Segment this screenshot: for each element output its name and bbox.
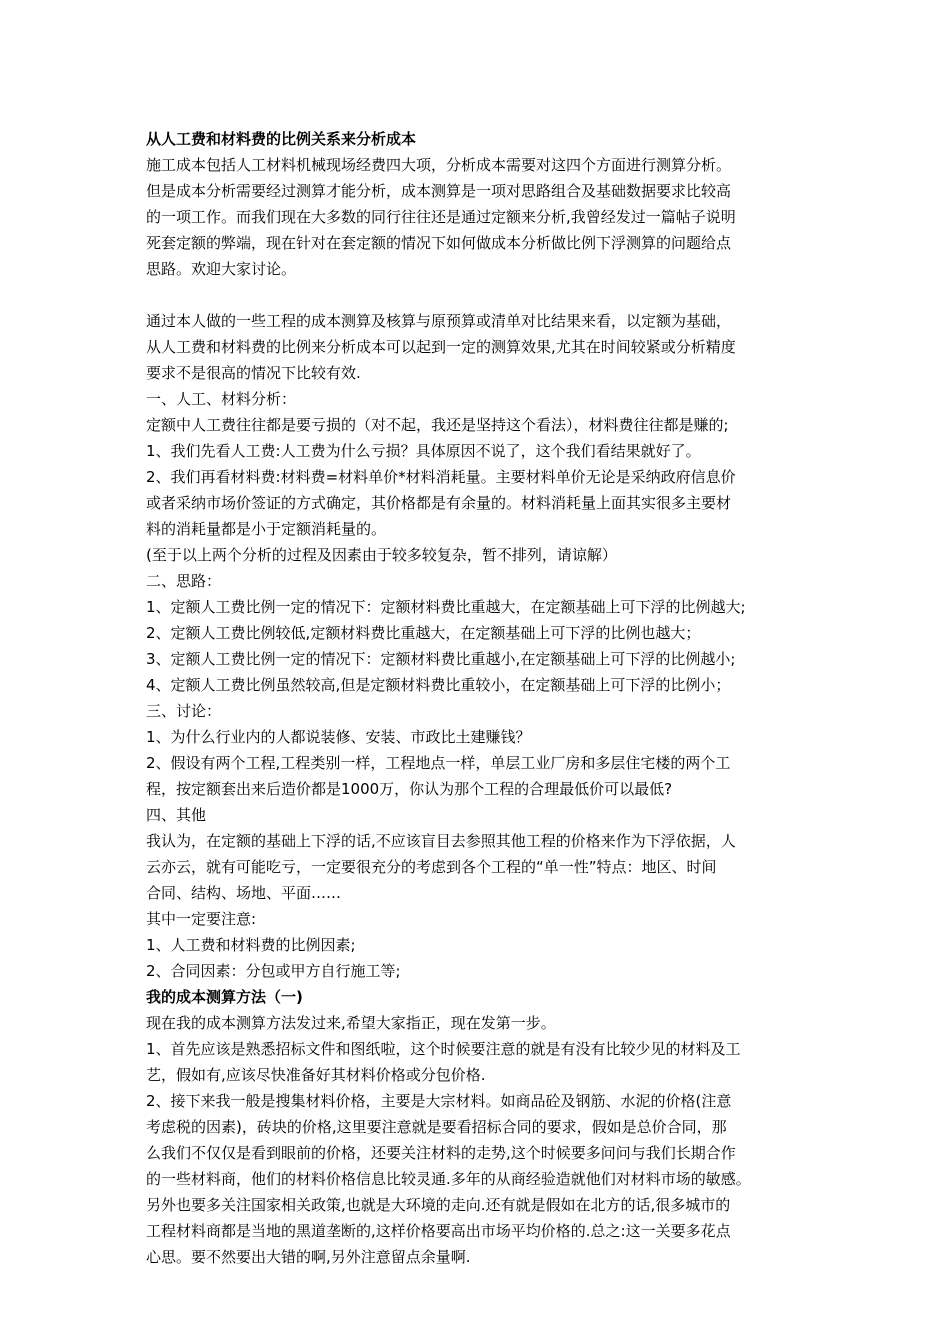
document-body xyxy=(146,126,826,1270)
text-line: 施工成本包括人工材料机械现场经费四大项，分析成本需要对这四个方面进行测算分析。 xyxy=(146,156,732,174)
text-line: 么我们不仅仅是看到眼前的价格，还要关注材料的走势,这个时候要多问问与我们长期合作 xyxy=(146,1144,736,1162)
text-line: 二、思路： xyxy=(146,572,222,590)
text-line: 定额中人工费往往都是要亏损的（对不起，我还是坚持这个看法），材料费往往都是赚的; xyxy=(146,416,729,434)
text-line: 工程材料商都是当地的黑道垄断的,这样价格要高出市场平均价格的.总之:这一关要多花点 xyxy=(146,1222,731,1240)
text-line: 另外也要多关注国家相关政策,也就是大环境的走向.还有就是假如在北方的话,很多城市的 xyxy=(146,1196,731,1214)
text-line: 我认为，在定额的基础上下浮的话,不应该盲目去参照其他工程的价格来作为下浮依据，人 xyxy=(146,832,736,850)
text-line: 死套定额的弊端，现在针对在套定额的情况下如何做成本分析做比例下浮测算的问题给点 xyxy=(146,234,732,252)
text-line: (至于以上两个分析的过程及因素由于较多较复杂，暂不排列，请谅解） xyxy=(146,546,617,564)
text-line: 要求不是很高的情况下比较有效. xyxy=(146,364,361,382)
text-line: 4、定额人工费比例虽然较高,但是定额材料费比重较小，在定额基础上可下浮的比例小； xyxy=(146,676,731,694)
text-line: 料的消耗量都是小于定额消耗量的。 xyxy=(146,520,387,538)
text-line: 四、其他 xyxy=(146,806,207,824)
text-line: 其中一定要注意: xyxy=(146,910,257,928)
text-line: 云亦云，就有可能吃亏，一定要很充分的考虑到各个工程的“单一性”特点：地区、时间 xyxy=(146,858,717,876)
text-line: 一、人工、材料分析： xyxy=(146,390,297,408)
text-line: 从人工费和材料费的比例来分析成本可以起到一定的测算效果,尤其在时间较紧或分析精度 xyxy=(146,338,736,356)
text-line: 通过本人做的一些工程的成本测算及核算与原预算或清单对比结果来看，以定额为基础， xyxy=(146,312,732,330)
text-line: 2、我们再看材料费:材料费=材料单价*材料消耗量。主要材料单价无论是采纳政府信息价 xyxy=(146,468,736,486)
section-heading: 从人工费和材料费的比例关系来分析成本 xyxy=(146,130,417,148)
text-line: 1、定额人工费比例一定的情况下：定额材料费比重越大，在定额基础上可下浮的比例越大; xyxy=(146,598,746,616)
text-line: 三、讨论： xyxy=(146,702,222,720)
text-line: 的一些材料商，他们的材料价格信息比较灵通.多年的从商经验造就他们对材料市场的敏感。 xyxy=(146,1170,751,1188)
text-line: 心思。要不然要出大错的啊,另外注意留点余量啊. xyxy=(146,1248,471,1266)
text-line: 合同、结构、场地、平面…… xyxy=(146,884,342,902)
text-line: 2、假设有两个工程,工程类别一样，工程地点一样，单层工业厂房和多层住宅楼的两个工 xyxy=(146,754,731,772)
text-line: 的一项工作。而我们现在大多数的同行往往还是通过定额来分析,我曾经发过一篇帖子说明 xyxy=(146,208,736,226)
text-line: 但是成本分析需要经过测算才能分析，成本测算是一项对思路组合及基础数据要求比较高 xyxy=(146,182,732,200)
text-line: 2、定额人工费比例较低,定额材料费比重越大，在定额基础上可下浮的比例也越大； xyxy=(146,624,701,642)
text-line: 2、接下来我一般是搜集材料价格，主要是大宗材料。如商品砼及钢筋、水泥的价格(注意 xyxy=(146,1092,732,1110)
text-line: 或者采纳市场价签证的方式确定，其价格都是有余量的。材料消耗量上面其实很多主要材 xyxy=(146,494,732,512)
text-line: 2、合同因素：分包或甲方自行施工等; xyxy=(146,962,401,980)
section-heading: 我的成本测算方法（一) xyxy=(146,988,303,1006)
blank-line xyxy=(146,282,826,308)
text-line: 1、我们先看人工费:人工费为什么亏损？具体原因不说了，这个我们看结果就好了。 xyxy=(146,442,701,460)
text-line: 考虑税的因素)，砖块的价格,这里要注意就是要看招标合同的要求，假如是总价合同，那 xyxy=(146,1118,727,1136)
text-line: 思路。欢迎大家讨论。 xyxy=(146,260,297,278)
text-line: 1、人工费和材料费的比例因素; xyxy=(146,936,356,954)
text-line: 1、为什么行业内的人都说装修、安装、市政比土建赚钱？ xyxy=(146,728,531,746)
text-line: 艺，假如有,应该尽快准备好其材料价格或分包价格. xyxy=(146,1066,486,1084)
text-line: 3、定额人工费比例一定的情况下：定额材料费比重越小,在定额基础上可下浮的比例越小; xyxy=(146,650,736,668)
text-line: 程，按定额套出来后造价都是1000万，你认为那个工程的合理最低价可以最低? xyxy=(146,780,673,798)
text-line: 1、首先应该是熟悉招标文件和图纸啦，这个时候要注意的就是有没有比较少见的材料及工 xyxy=(146,1040,741,1058)
text-line: 现在我的成本测算方法发过来,希望大家指正，现在发第一步。 xyxy=(146,1014,556,1032)
